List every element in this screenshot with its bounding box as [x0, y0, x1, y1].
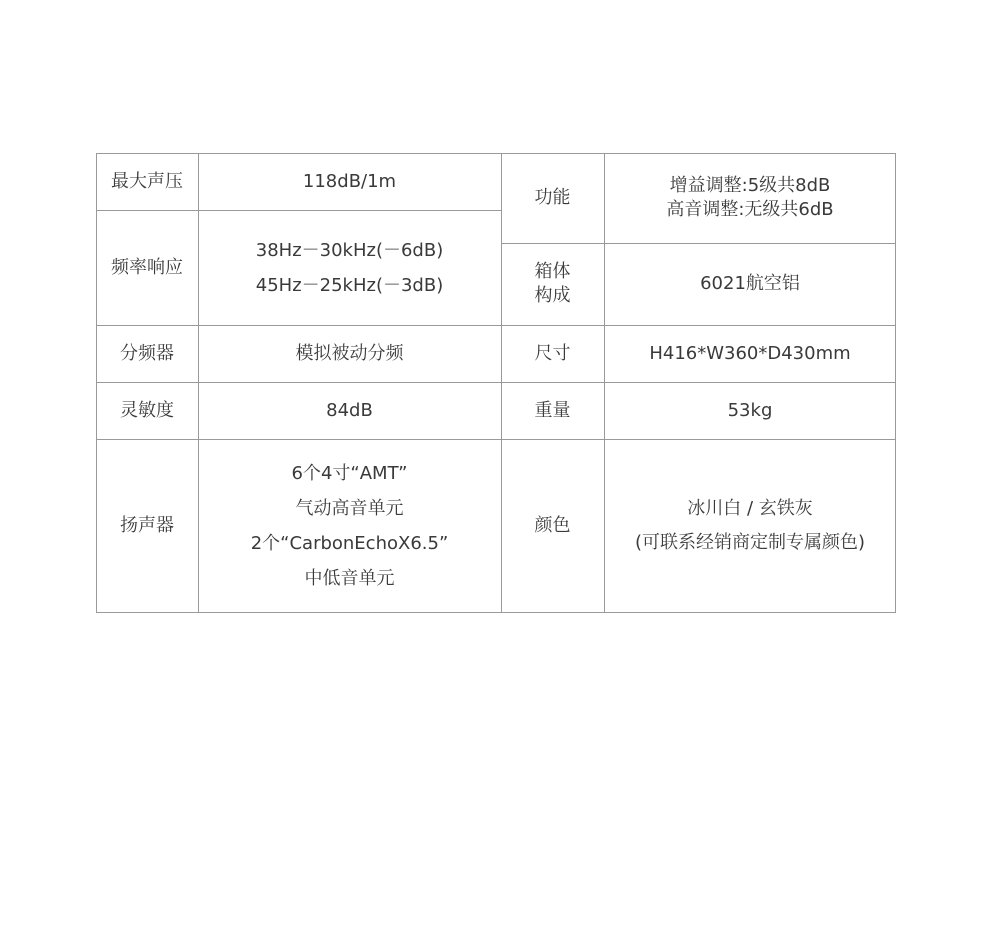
spec-table: [96, 153, 896, 613]
enclosure-label: [501, 243, 604, 325]
crossover-value: 模拟被动分频: [295, 342, 404, 364]
drivers-label: 扬声器: [120, 514, 174, 536]
sensitivity-label: 灵敏度: [120, 399, 174, 421]
freq-response-line-2: 45Hz－25kHz(－3dB): [255, 274, 444, 296]
dimensions-value: H416*W360*D430mm: [649, 342, 851, 364]
color-line-1: 冰川白 / 玄铁灰: [687, 497, 813, 519]
weight-label: 重量: [534, 399, 571, 421]
function-label: 功能: [534, 187, 571, 208]
color-line-2: (可联系经销商定制专属颜色): [634, 531, 866, 553]
sensitivity-value: 84dB: [326, 399, 373, 421]
freq-response-line-1: 38Hz－30kHz(－6dB): [255, 239, 444, 261]
color-value: [604, 439, 896, 612]
enclosure-label-line-1: 箱体: [534, 261, 571, 282]
function-line-1: 增益调整:5级共8dB: [669, 175, 831, 196]
freq-response-value: [198, 210, 501, 325]
drivers-line-2: 气动高音单元: [295, 497, 404, 519]
max-spl-label: 最大声压: [111, 170, 183, 192]
enclosure-value: 6021航空铝: [700, 273, 800, 294]
drivers-line-1: 6个4寸“AMT”: [291, 462, 408, 484]
color-label: 颜色: [534, 514, 571, 536]
drivers-value: [198, 439, 501, 612]
drivers-line-4: 中低音单元: [304, 567, 395, 589]
max-spl-value: 118dB/1m: [302, 170, 397, 192]
freq-response-label: 频率响应: [111, 256, 183, 278]
weight-value: 53kg: [727, 399, 773, 421]
border-bottom: [96, 612, 896, 613]
function-line-2: 高音调整:无级共6dB: [666, 199, 834, 220]
function-value: [604, 153, 896, 243]
drivers-line-3: 2个“CarbonEchoX6.5”: [250, 532, 449, 554]
crossover-label: 分频器: [120, 342, 174, 364]
enclosure-label-line-2: 构成: [534, 285, 571, 306]
dimensions-label: 尺寸: [534, 342, 571, 364]
